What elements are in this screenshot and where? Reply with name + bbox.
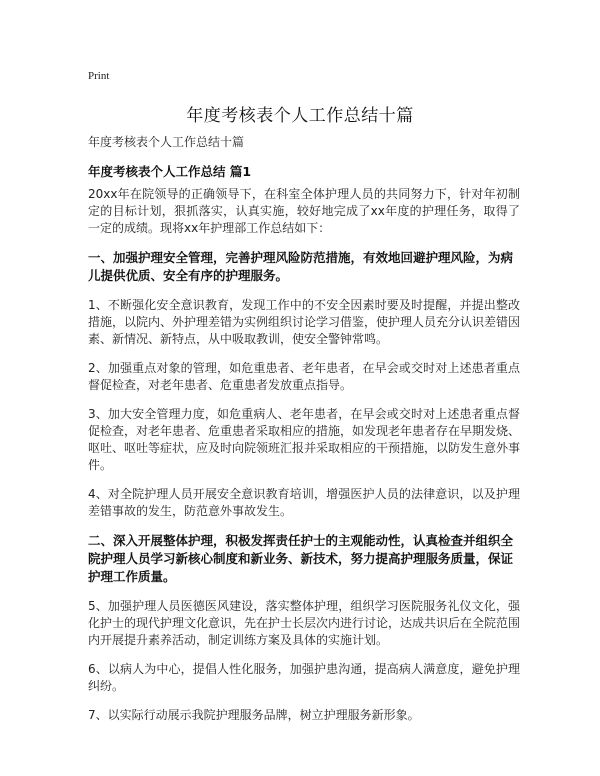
paragraph-item-6: 6、以病人为中心，提倡人性化服务，加强护患沟通，提高病人满意度，避免护理纠纷。 bbox=[88, 662, 520, 693]
intro-paragraph: 20xx年在院领导的正确领导下，在科室全体护理人员的共同努力下，针对年初制定的目标计划，狠抓落实，认真实施，较好地完成了xx年度的护理任务，取得了一定的成绩。现将xx年护理部工作总结如下： bbox=[88, 187, 520, 235]
print-label[interactable]: Print bbox=[88, 70, 110, 82]
document-body bbox=[88, 186, 520, 736]
document-subtitle: 年度考核表个人工作总结十篇 bbox=[88, 135, 245, 149]
paragraph-item-7: 7、以实际行动展示我院护理服务品牌，树立护理服务新形象。 bbox=[88, 708, 420, 722]
section-title: 年度考核表个人工作总结 篇1 bbox=[88, 164, 252, 179]
section-heading-1: 一、加强护理安全管理，完善护理风险防范措施，有效地回避护理风险，为病儿提供优质、安全有序的护理服务。 bbox=[88, 250, 514, 283]
paragraph-item-5: 5、加强护理人员医德医风建设，落实整体护理，组织学习医院服务礼仪文化，强化护士的现代护理文化意识，先在护士长层次内进行讨论，达成共识后在全院范围内开展提升素养活动，制定训练方案及具体的实施计划。 bbox=[88, 599, 521, 647]
section-heading-2: 二、深入开展整体护理，积极发挥责任护士的主观能动性，认真检查并组织全院护理人员学习新核心制度和新业务、新技术，努力提高护理服务质量，保证护理工作质量。 bbox=[88, 533, 514, 584]
paragraph-item-3: 3、加大安全管理力度，如危重病人、老年患者，在早会或交时对上述患者重点督促检查，对老年患者、危重患者采取相应的措施，如发现老年患者存在早期发烧、呕吐、呕吐等症状，应及时向院领班汇报并采取相应的干预措施，以防发生意外事件。 bbox=[88, 407, 521, 472]
paragraph-item-1: 1、不断强化安全意识教育，发现工作中的不安全因素时要及时提醒，并提出整改措施，以院内、外护理差错为实例组织讨论学习借鉴，使护理人员充分认识差错因素、新情况、新特点，从中吸取教训，使安全警钟常鸣。 bbox=[88, 298, 521, 346]
paragraph-item-4: 4、对全院护理人员开展安全意识教育培训，增强医护人员的法律意识，以及护理差错事故的发生，防范意外事故发生。 bbox=[88, 487, 520, 518]
paragraph-item-2: 2、加强重点对象的管理，如危重患者、老年患者，在早会或交时对上述患者重点督促检查，对老年患者、危重患者发放重点指导。 bbox=[88, 361, 520, 392]
document-title: 年度考核表个人工作总结十篇 bbox=[186, 106, 414, 126]
